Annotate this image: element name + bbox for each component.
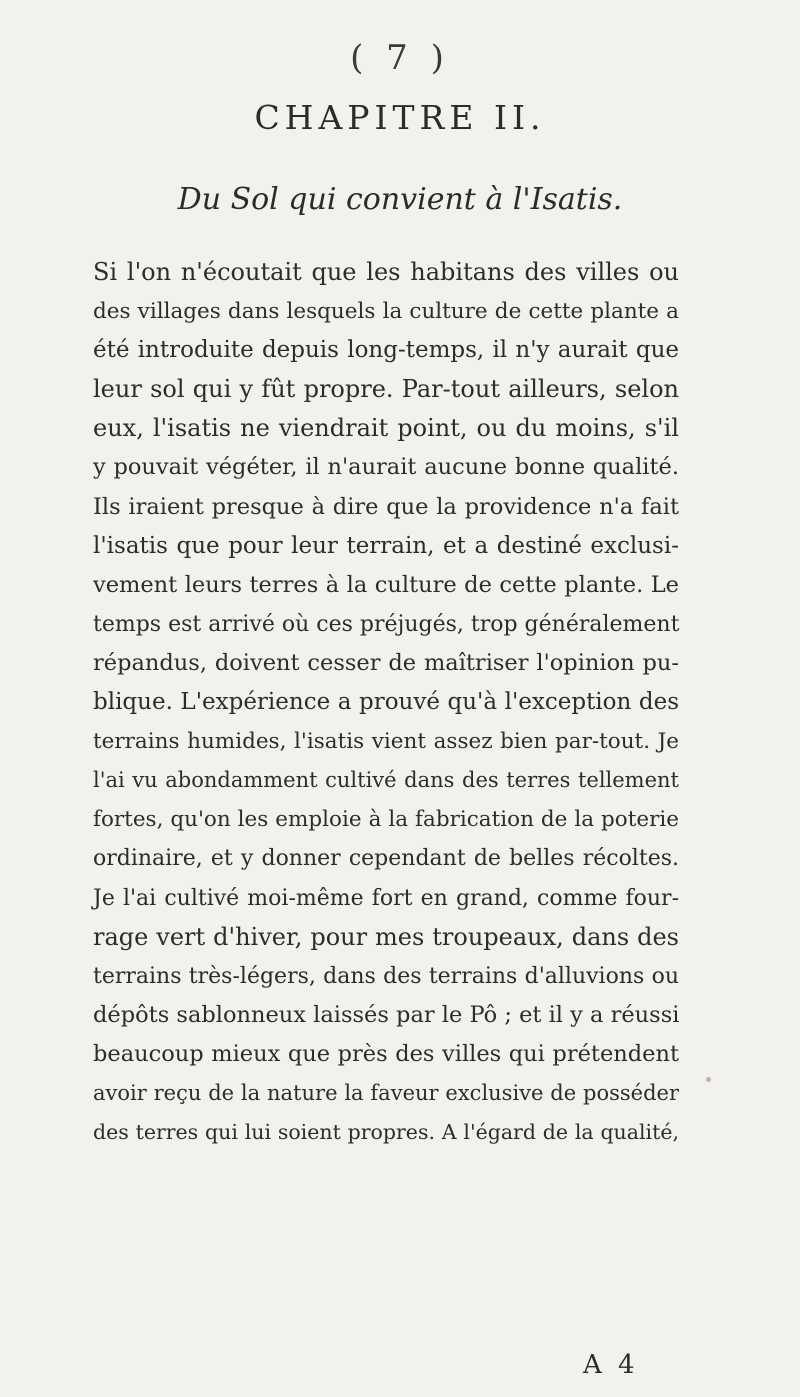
text-line: des terres qui lui soient propres. A l'égard de la qualité,	[93, 1120, 679, 1145]
signature-mark: A 4	[583, 1350, 639, 1380]
text-line: eux, l'isatis ne viendrait point, ou du moins, s'il	[93, 414, 679, 443]
paper-speck	[706, 1077, 711, 1082]
text-line: fortes, qu'on les emploie à la fabrication de la poterie	[93, 807, 679, 833]
text-line: répandus, doivent cesser de maîtriser l'opinion pu-	[93, 649, 679, 676]
text-line: avoir reçu de la nature la faveur exclusive de posséder	[93, 1080, 679, 1105]
text-line: terrains très-légers, dans des terrains d'alluvions ou	[93, 963, 679, 989]
text-line: des villages dans lesquels la culture de cette plante a	[93, 299, 679, 325]
text-line: y pouvait végéter, il n'aurait aucune bonne qualité.	[93, 454, 679, 481]
text-line: blique. L'expérience a prouvé qu'à l'exception des	[93, 689, 679, 716]
text-line: Ils iraient presque à dire que la providence n'a fait	[93, 493, 679, 520]
text-line: l'ai vu abondamment cultivé dans des terres tellement	[93, 768, 679, 793]
text-line: beaucoup mieux que près des villes qui prétendent	[93, 1040, 679, 1067]
text-line: ordinaire, et y donner cependant de belles récoltes.	[93, 846, 679, 872]
text-line: temps est arrivé où ces préjugés, trop généralement	[93, 611, 680, 637]
text-line: rage vert d'hiver, pour mes troupeaux, dans des	[93, 922, 679, 951]
section-title: Du Sol qui convient à l'Isatis.	[177, 182, 623, 217]
text-line: leur sol qui y fût propre. Par-tout ailleurs, selon	[93, 375, 679, 404]
page-number: ( 7 )	[350, 38, 450, 78]
text-line: vement leurs terres à la culture de cette plante. Le	[93, 571, 679, 598]
text-line: Si l'on n'écoutait que les habitans des villes ou	[93, 258, 679, 286]
text-line: terrains humides, l'isatis vient assez bien par-tout. Je	[93, 729, 679, 755]
text-line: dépôts sablonneux laissés par le Pô ; et il y a réussi	[93, 1001, 680, 1028]
chapter-title: CHAPITRE II.	[254, 98, 546, 137]
text-line: Je l'ai cultivé moi-même fort en grand, comme four-	[93, 885, 679, 911]
text-line: été introduite depuis long-temps, il n'y aurait que	[93, 337, 679, 364]
text-line: l'isatis que pour leur terrain, et a destiné exclusi-	[93, 532, 679, 559]
body-paragraph	[93, 253, 679, 1152]
